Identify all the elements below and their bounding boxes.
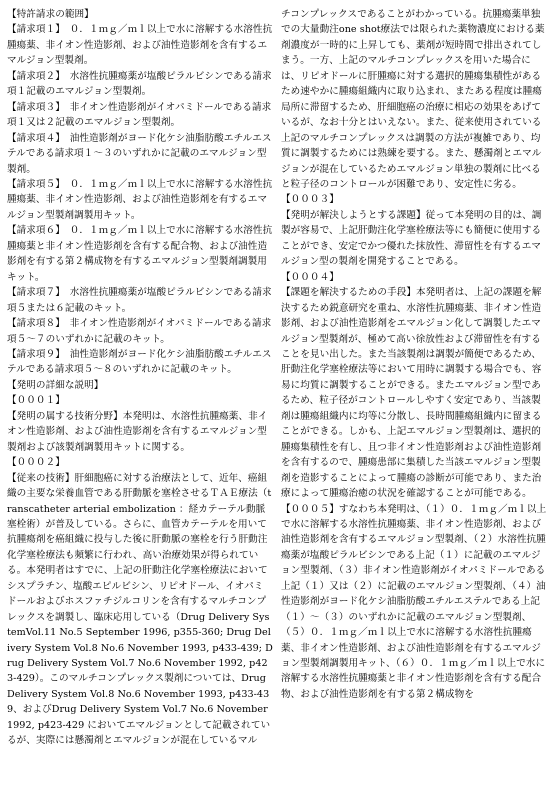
claim-8: 【請求項８】 非イオン性造影剤がイオパミドールである請求項５～７のいずれかに記載のキット。 (7, 318, 272, 345)
paragraph-problem: 【発明が解決しようとする課題】従って本発明の目的は、調製が容易で、上記肝動注化学塞栓療法等にも簡便に使用することができ、安定でかつ優れた抹放性、滞留性を有するエマルジョン型の製剤を開発することである。 (281, 209, 542, 268)
paragraph-number-0004: 【０００４】 (281, 271, 339, 283)
claim-9: 【請求項９】 油性造影剤がヨード化ケシ油脂肪酸エチルエステルである請求項５～８のいずれかに記載のキット。 (7, 348, 272, 376)
section-heading-description: 【発明の詳細な説明】 (7, 379, 104, 391)
paragraph-number-0003: 【０００３】 (281, 194, 339, 206)
claim-3: 【請求項３】 非イオン性造影剤がイオパミドールである請求項１又は２記載のエマルジョン型製剤。 (7, 101, 272, 129)
claim-1: 【請求項１】 ０．１ｍｇ／ｍｌ以上で水に溶解する水溶性抗腫瘍薬、非イオン性造影剤、および油性造影剤を含有するエマルジョン型製剤。 (7, 24, 273, 67)
paragraph-number-0001: 【０００１】 (7, 395, 65, 407)
section-heading-claims: 【特許請求の範囲】 (7, 9, 94, 20)
claim-7: 【請求項７】 水溶性抗腫瘍薬が塩酸ピラルビシンである請求項５または６記載のキット。 (7, 287, 272, 314)
paragraph-prior-art: 【従来の技術】肝細胞癌に対する治療法として、近年、癌組織の主要な栄養血管である肝動脈を塞栓させるＴＡＥ療法（transcatheter arterial embolization ：経カテーテル動脈塞栓術）が普及している。さらに、血管カテーテルを用いて抗腫瘍剤を癌組織に投与した後に肝動脈の塞栓を行う肝動注化学塞栓療法も頻繁に行われ、高い治療効果が得られている。本発明者はすでに、上記の肝動注化学塞栓療法においてシスプラチン、塩酸エピルビシン、リピオドール、イオパミドールおよびホスファチジルコリンを含有するマルチコンプレックスを調製し、臨床応用している（Drug Delivery SystemVol.11 No.5 September 1996, p355-360; Drug Delivery System Vol.8 No.6 November 1993, p433-439; Drug Delivery System Vol.7 No.6 November 1992, p423-429）。このマルチコンプレックス製剤については、Drug Delivery System Vol.8 No.6 November 1993, p433-439、およびDrug Delivery System Vol.7 No.6 November 1992, p423-429 においてエマルジョンとして記載されているが、実際には懸濁剤とエマルジョンが混在しているマル (7, 472, 273, 747)
paragraph-solution: 【課題を解決するための手段】本発明者は、上記の課題を解決するため鋭意研究を重ね、水溶性抗腫瘍薬、非イオン性造影剤、および油性造影剤をエマルジョン化して調製したエマルジョン型製剤が、極めて高い徐放性および滞留性を有することを見い出した。また当該製剤は調製が簡便であるため、肝動注化学塞栓療法等において用時に調製する場合でも、容易に均質に調製することができる。またエマルジョン型であるため、粒子径がコントロールしやすく安定であり、当該製剤は腫瘍組織内に均等に分散し、長時間腫瘍組織内に留まることができる。しかも、上記エマルジョン型製剤は、選択的腫瘍集積性を有し、且つ非イオン性造影剤および油性造影剤を含有するので、腫瘍患部に集積した当該エマルジョン型製剤を造影することによって腫瘍の診断が可能であり、また治療によって腫瘍治癒の状況を確認することが可能である。 (281, 287, 542, 500)
claim-4: 【請求項４】 油性造影剤がヨード化ケシ油脂肪酸エチルエステルである請求項１～３のいずれかに記載のエマルジョン型製剤。 (7, 132, 272, 175)
paragraph-0005-summary: 【０００５】すなわち本発明は、（１）０．１ｍｇ／ｍｌ以上で水に溶解する水溶性抗腫瘍薬、非イオン性造影剤、および油性造影剤を含有するエマルジョン型製剤、（２）水溶性抗腫瘍薬が塩酸ピラルビシンである上記（１）に記載のエマルジョン型製剤、（３）非イオン性造影剤がイオパミドールである上記（１）又は（２）に記載のエマルジョン型製剤、（４）油性造影剤がヨード化ケシ油脂肪酸エチルエステルである上記（１）～（３）のいずれかに記載のエマルジョン型製剤、（５）０．１ｍｇ／ｍｌ以上で水に溶解する水溶性抗腫瘍薬、非イオン性造影剤、および油性造影剤を有するエマルジョン型製剤調製用キット、（６）０．１ｍｇ／ｍｌ以上で水に溶解する水溶性抗腫瘍薬と非イオン性造影剤を含有する配合物、および油性造影剤を有する第２構成物を (281, 503, 547, 700)
claim-5: 【請求項５】 ０．１ｍｇ／ｍｌ以上で水に溶解する水溶性抗腫瘍薬、非イオン性造影剤、および油性造影剤を有するエマルジョン型製剤調製用キット。 (7, 178, 273, 221)
claim-6: 【請求項６】 ０．１ｍｇ／ｍｌ以上で水に溶解する水溶性抗腫瘍薬と非イオン性造影剤を含有する配合物、および油性造影剤を有する第２構成物を有するエマルジョン型製剤調製用キット。 (7, 225, 273, 283)
paragraph-technical-field: 【発明の属する技術分野】本発明は、水溶性抗腫瘍薬、非イオン性造影剤、および油性造影剤を含有するエマルジョン型製剤および該製剤調製用キットに関する。 (7, 410, 268, 453)
paragraph-prior-art-continued: チコンプレックスであることがわかっている。抗腫瘍薬単独での大量動注one shot療法では限られた薬物濃度における薬剤濃度が一時的に上昇しても、薬剤が短時間で排出されてしまう。一方、上記のマルチコンプレックスを用いた場合には、リピオドールに肝腫瘍に対する選択的腫瘍集積性があるため速やかに腫瘍組織内に取り込まれ、またある程度は腫瘍局所に滞留するため、肝細胞癌の治療に相応の効果をあげているが、なお十分とはいえない。また、従来使用されている上記のマルチコンプレックスは調製の方法が複雑であり、均質に調製するためには熟練を要する。また、懸濁剤とエマルジョンが混在しているためエマルジョン単独の製剤に比べると粒子径のコントロールが困難であり、安定性に劣る。 (281, 9, 545, 190)
right-column (281, 7, 547, 702)
left-column (7, 7, 273, 749)
paragraph-number-0002: 【０００２】 (7, 457, 65, 469)
claim-2: 【請求項２】 水溶性抗腫瘍薬が塩酸ピラルビシンである請求項１記載のエマルジョン型製剤。 (7, 70, 272, 98)
